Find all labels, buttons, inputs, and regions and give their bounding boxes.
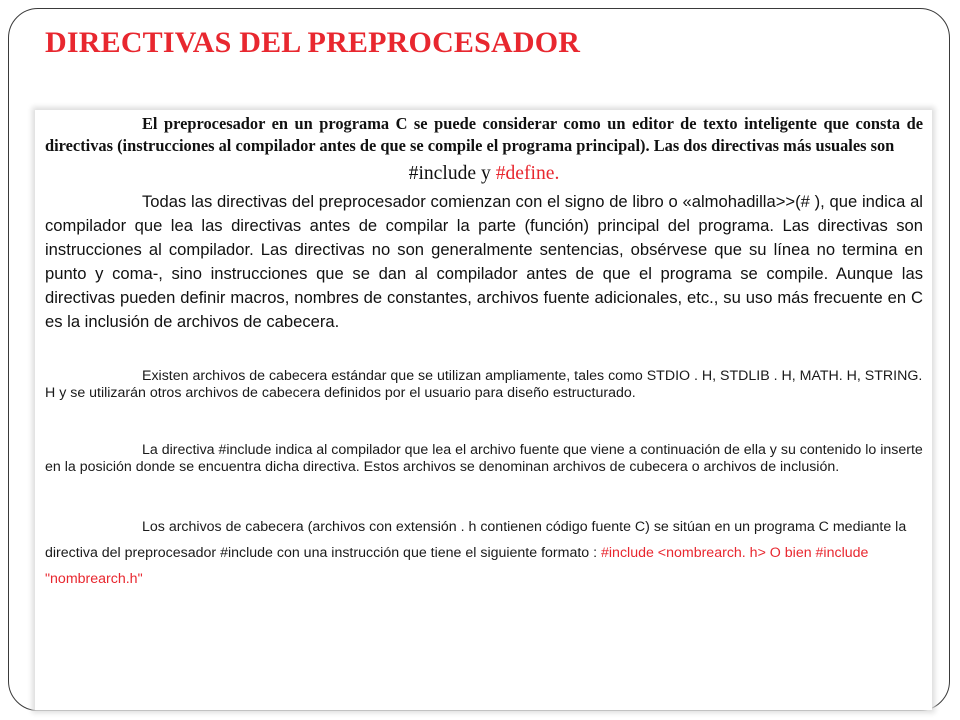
paragraph-intro: El preprocesador en un programa C se puede considerar como un editor de texto inteligente que consta de directivas (instrucciones al compilador antes de que se compile el programa principal). Las dos directivas más usuales son: [45, 114, 923, 155]
include-keyword: #include: [408, 163, 477, 184]
paragraph-directives: Todas las directivas del preprocesador comienzan con el signo de libro o «almohadilla>>(# ), que indica al compilador que lea las directivas antes de compilar la parte (función) principal del programa. Las directivas son instrucciones al compilador. Las directivas no son generalmente sentencias, obsérvese que su línea no termina en punto y coma-, sino instrucciones que se dan al compilador antes de que el programa se compile. Aunque las directivas pueden definir macros, nombres de constantes, archivos fuente adicionales, etc., su uso más frecuente en C es la inclusión de archivos de cabecera.: [45, 192, 923, 331]
define-keyword: #define.: [495, 163, 560, 184]
format-example: #include <nombrearch. h> O bien #include "nombrearch.h": [45, 545, 869, 587]
paragraph-headers: Existen archivos de cabecera estándar que se utilizan ampliamente, tales como STDIO . H, STDLIB . H, MATH. H, STRING. H y se utilizarán otros archivos de cabecera definidos por el usuario para diseño estructurado.: [45, 368, 923, 401]
include-define-line: [45, 161, 923, 187]
slide-title: DIRECTIVAS DEL PREPROCESADOR: [45, 26, 581, 59]
paragraph-format: [45, 514, 923, 592]
paragraph-format-text: Los archivos de cabecera (archivos con extensión . h contienen código fuente C) se sitúan en un programa C mediante la directiva del preprocesador #include con una instrucción que tiene el siguiente formato :: [45, 519, 907, 561]
content-box: [35, 110, 932, 710]
paragraph-include: La directiva #include indica al compilador que lea el archivo fuente que viene a continuación de ella y su contenido lo inserte en la posición donde se encuentra dicha directiva. Estos archivos se denominan archivos de cubecera o archivos de inclusión.: [45, 442, 923, 475]
include-connector: y: [476, 163, 496, 184]
